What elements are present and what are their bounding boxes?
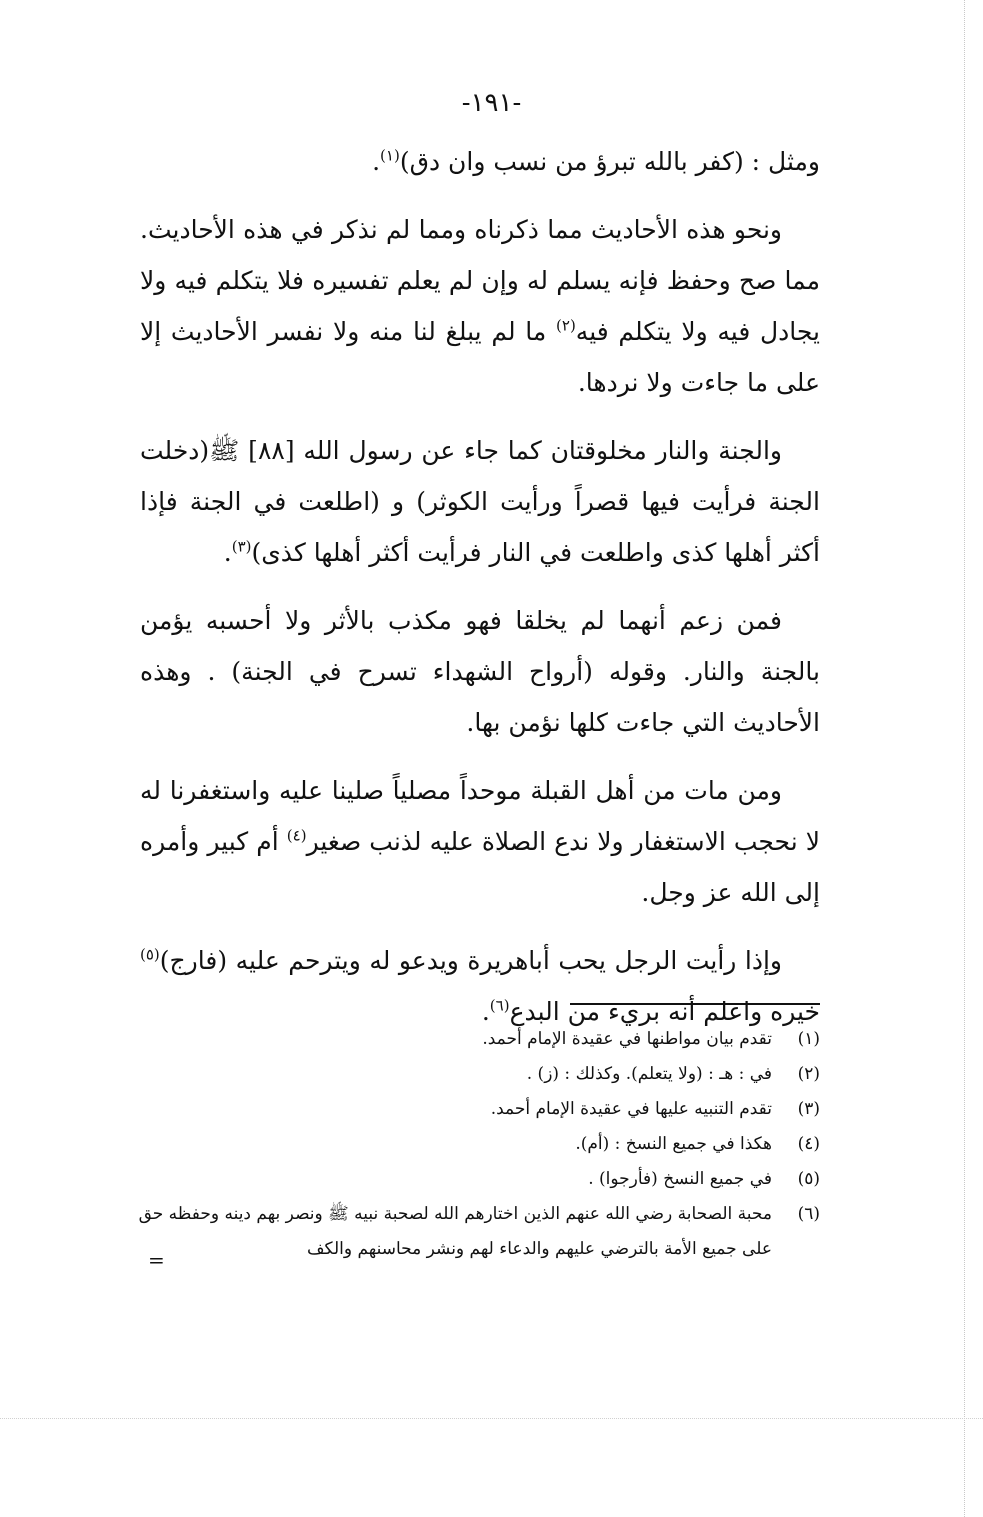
footnote: [130, 1022, 820, 1057]
paragraph-text: فمن زعم أنهما لم يخلقا فهو مكذب بالأثر ولا أحسبه يؤمن بالجنة والنار. وقوله (أرواح الشهداء تسرح في الجنة) . وهذه الأحاديث التي جاءت كلها نؤمن بها.: [140, 606, 820, 737]
scan-edge-right: [964, 0, 965, 1517]
footnote-reference: (٣): [231, 537, 252, 556]
footnote-number: (٦): [797, 1204, 820, 1224]
paragraph-text-after: .: [481, 997, 490, 1026]
footnote: [130, 1092, 820, 1127]
paragraph-text-after: خيره واعلم أنه بريء من البدع: [509, 997, 820, 1026]
paragraph: [140, 425, 820, 578]
footnote-text: محبة الصحابة رضي الله عنهم الذين اختارهم الله لصحبة نبيه ﷺ ونصر بهم دينه وحفظه حق على جميع الأمة بالترضي عليهم والدعاء لهم ونشر محاسنهم والكف: [138, 1204, 772, 1259]
footnote-text: في جميع النسخ (فأرجوا) .: [588, 1169, 772, 1189]
footnote-text: تقدم بيان مواطنها في عقيدة الإمام أحمد.: [482, 1029, 772, 1049]
footnote-text: تقدم التنبيه عليها في عقيدة الإمام أحمد.: [490, 1099, 772, 1119]
footnote-number: (٣): [797, 1099, 820, 1119]
footnotes: [130, 1022, 820, 1267]
paragraph-text: ومثل : (كفر بالله تبرؤ من نسب وان دق): [399, 147, 820, 176]
paragraph-text: والجنة والنار مخلوقتان كما جاء عن رسول الله [٨٨] ﷺ(دخلت الجنة فرأيت فيها قصراً ورأيت الكوثر) و (اطلعت في الجنة فإذا أكثر أهلها كذى واطلعت في النار فرأيت أكثر أهلها كذى): [140, 436, 820, 567]
paragraph: [140, 204, 820, 408]
paragraph-text: ونحو هذه الأحاديث مما ذكرناه ومما لم نذكر في هذه الأحاديث. مما صح وحفظ فإنه يسلم له وإن لم يعلم تفسيره فلا يتكلم فيه ولا يجادل فيه ولا يتكلم فيه: [140, 215, 820, 346]
scan-edge-bottom: [0, 1418, 983, 1419]
paragraph-text: وإذا رأيت الرجل يحب أباهريرة ويدعو له ويترحم عليه (فارج): [159, 946, 782, 975]
paragraph-text-after: .: [372, 147, 381, 176]
footnote-separator: [570, 1003, 820, 1005]
footnote-text: هكذا في جميع النسخ : (أم).: [575, 1134, 772, 1154]
footnote-reference: (٥): [140, 945, 160, 964]
paragraph-text-after: ما لم يبلغ لنا منه ولا نفسر الأحاديث إلا على ما جاءت ولا نردها.: [140, 317, 820, 397]
footnote-number: (٢): [797, 1064, 820, 1084]
footnote-number: (١): [797, 1029, 820, 1049]
footnote: [130, 1162, 820, 1197]
footnote: [130, 1057, 820, 1092]
footnote: [130, 1127, 820, 1162]
footnote-text: في : هـ : (ولا يتعلم). وكذلك : (ز) .: [526, 1064, 772, 1084]
paragraph: [140, 765, 820, 918]
continuation-mark: =: [148, 1248, 165, 1272]
paragraph-text-after: أم كبير وأمره إلى الله عز وجل.: [140, 827, 820, 907]
footnote-number: (٤): [797, 1134, 820, 1154]
footnote-reference: (٢): [556, 316, 576, 335]
footnote-reference: (١): [380, 146, 400, 165]
paragraph-text: ومن مات من أهل القبلة موحداً مصلياً صلينا عليه واستغفرنا له لا نحجب الاستغفار ولا ندع الصلاة عليه لذنب صغير: [140, 776, 820, 856]
page-number: -١٩١-: [461, 88, 522, 118]
footnote-reference: (٦): [489, 996, 510, 1015]
body-text: [140, 136, 820, 1054]
footnote-number: (٥): [797, 1169, 820, 1189]
paragraph-text-after: .: [223, 538, 232, 567]
paragraph: [140, 136, 820, 187]
paragraph: [140, 595, 820, 748]
footnote: [130, 1197, 820, 1267]
footnote-reference: (٤): [286, 826, 307, 845]
